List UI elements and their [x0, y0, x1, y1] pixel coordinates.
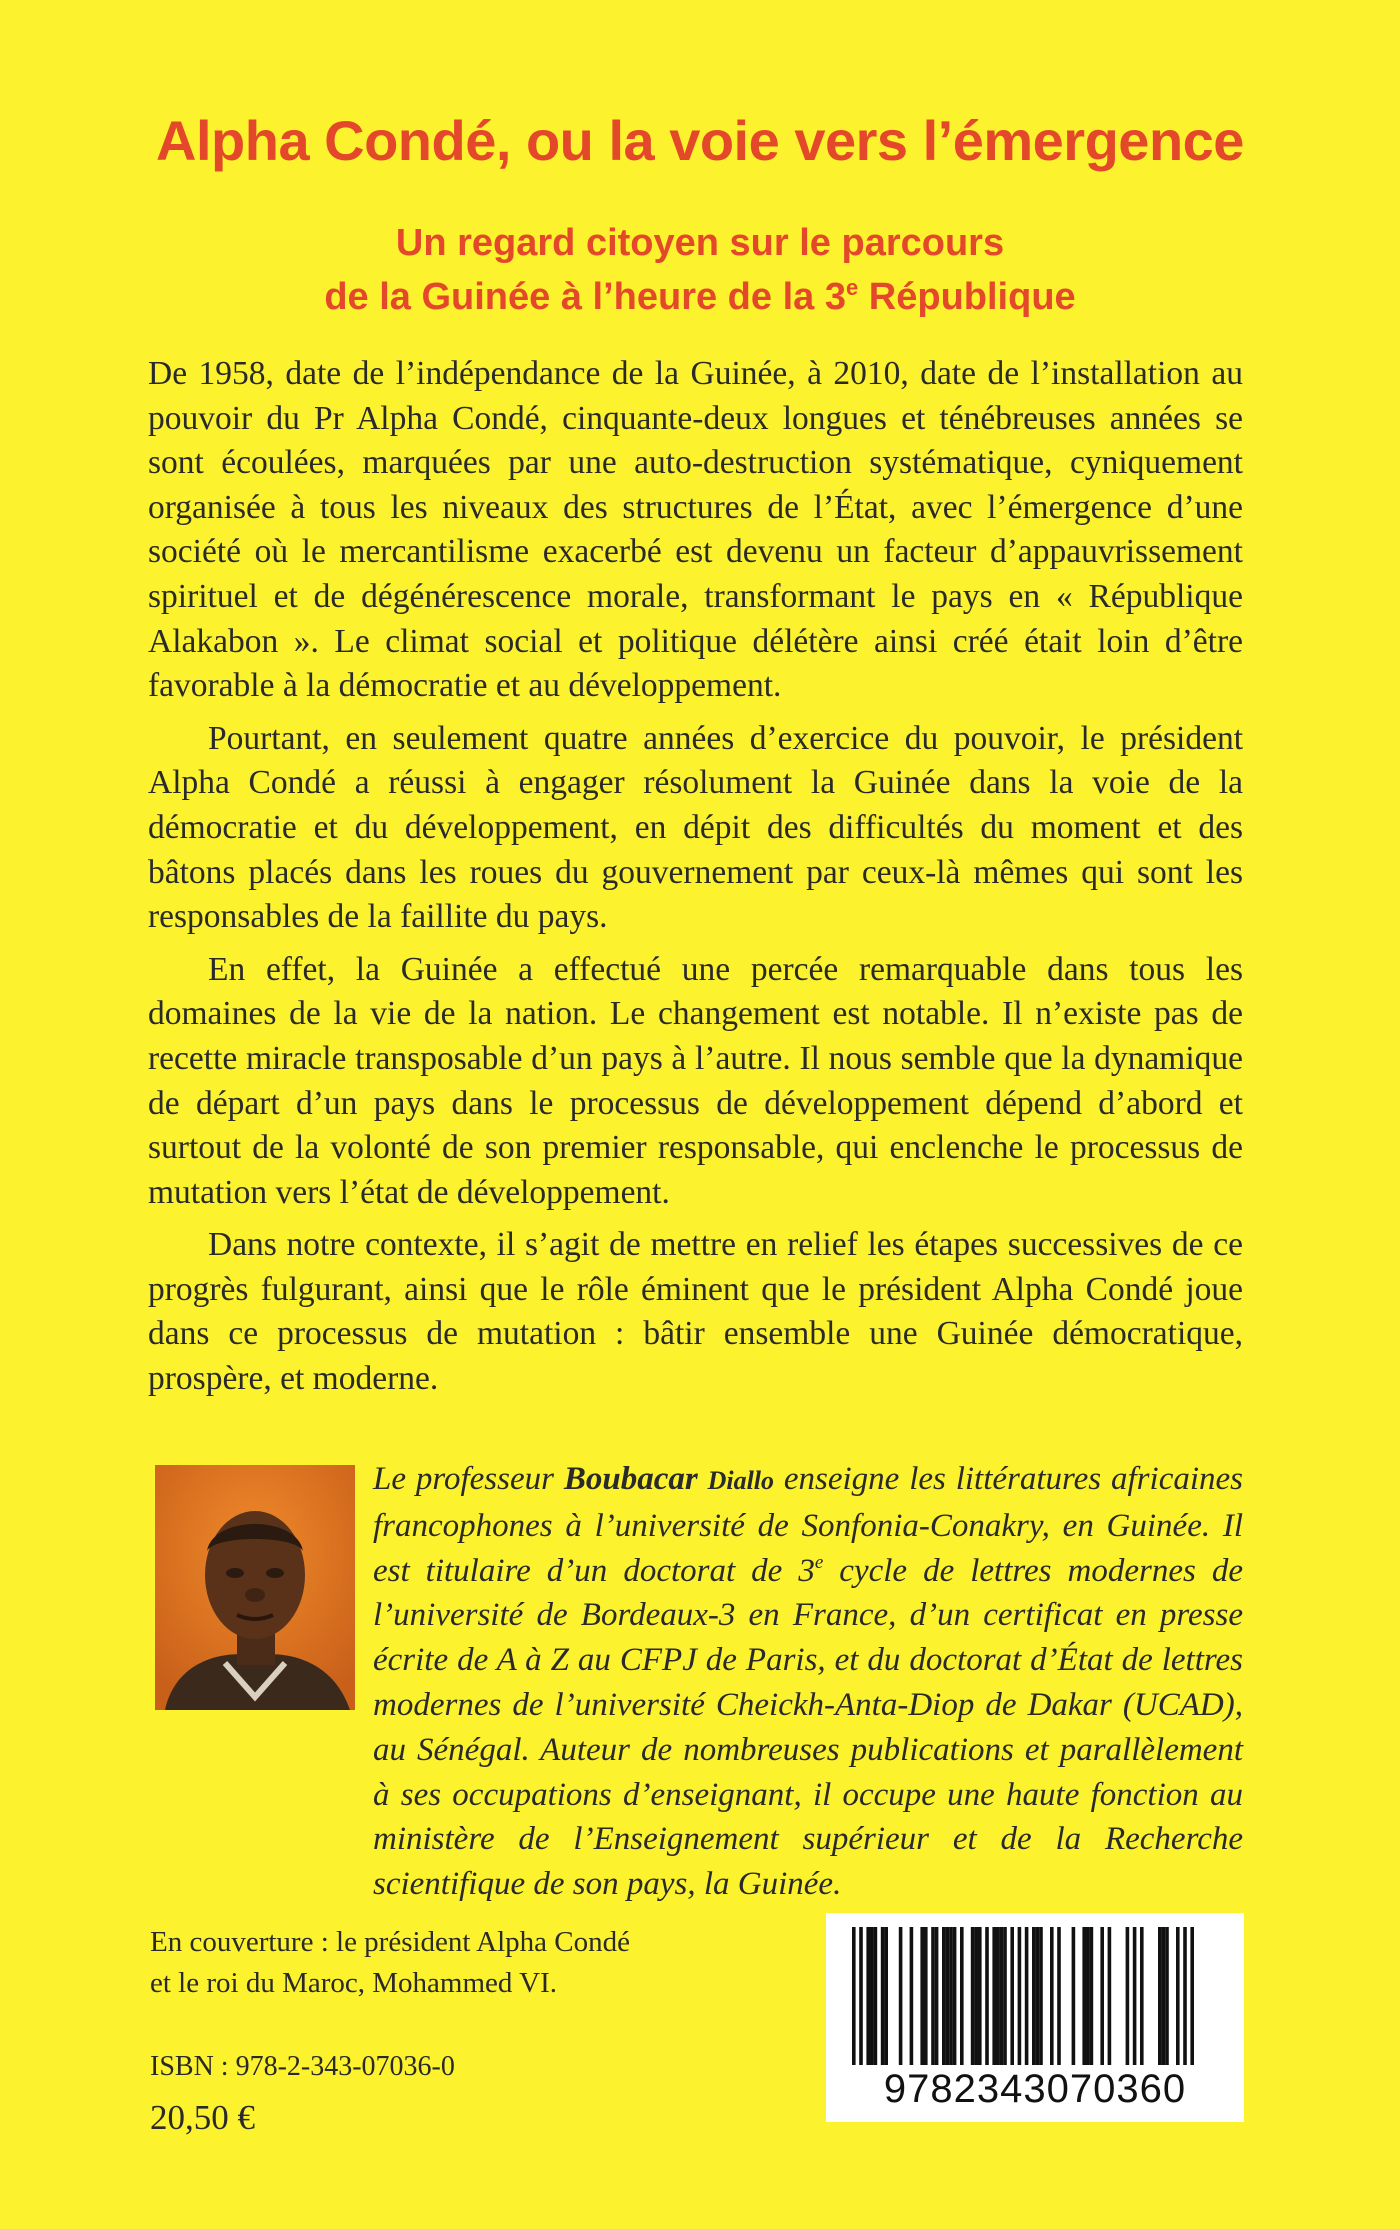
subtitle-superscript: e — [845, 275, 859, 300]
barcode-bar — [1032, 1927, 1036, 2065]
summary-paragraph-3: En effet, la Guinée a effectué une percée remarquable dans tous les domaines de la vie de la nation. Le changement est notable. Il n’existe pas de recette miracle transposable d’un pays à l’autre. Il nous semble que la dynamique de départ d’un pays dans le processus de développement dépend d’abord et surtout de la volonté de son premier responsable, qui enclenche le processus de mutation vers l’état de développement. — [148, 950, 1243, 1211]
barcode-bar — [852, 1927, 856, 2065]
barcode-bar — [1133, 1927, 1137, 2065]
barcode-bar — [1100, 1927, 1104, 2065]
summary-paragraph-1: De 1958, date de l’indépendance de la Guinée, à 2010, date de l’installation au pouvoir du Pr Alpha Condé, cinquante-deux longues et ténébreuses années se sont écoulées, marquées par une auto-destruction systématique, cyniquement organisée à tous les niveaux des structures de l’État, avec l’émergence d’une société où le mercantilisme exacerbé est devenu un facteur d’appauvrissement spirituel et de dégénérescence morale, transformant le pays en « République Alakabon ». Le climat social et politique délétère ainsi créé était loin d’être favorable à la démocratie et au développement. — [148, 355, 1243, 705]
bio-text-part-1: enseigne les littératures africaines francophones à l’université de Sonfonia-Conakry, en Guinée. Il est titulaire d’un doctorat de 3 — [373, 1461, 1243, 1589]
barcode-bar — [881, 1927, 885, 2065]
barcode-bar — [946, 1927, 950, 2065]
subtitle-line-2-end: République — [858, 276, 1076, 318]
cover-credit — [150, 1922, 630, 2004]
barcode-bar — [1082, 1927, 1086, 2065]
book-title: Alpha Condé, ou la voie vers l’émergence — [156, 109, 1244, 172]
summary-paragraph-4: Dans notre contexte, il s’agit de mettre en relief les étapes successives de ce progrès fulgurant, ainsi que le rôle éminent que le président Alpha Condé joue dans ce processus de mutation : bâtir ensemble une Guinée démocratique, prospère, et moderne. — [148, 1226, 1243, 1398]
cover-credit-line-1: En couverture : le président Alpha Condé — [150, 1926, 630, 1958]
author-portrait-graphic — [155, 1465, 355, 1710]
barcode-bar — [866, 1927, 870, 2065]
subtitle-line-2 — [0, 276, 1400, 319]
barcode-bar — [1183, 1927, 1187, 2065]
bio-superscript: e — [814, 1551, 824, 1573]
bio-intro: Le professeur — [373, 1461, 564, 1497]
author-first-name: Boubacar — [563, 1461, 708, 1497]
barcode-bar — [996, 1927, 1000, 2065]
barcode-bar — [920, 1927, 924, 2065]
barcode-bar — [1162, 1927, 1166, 2065]
barcode-bar — [1108, 1927, 1112, 2065]
subtitle-line-1: Un regard citoyen sur le parcours — [395, 222, 1005, 264]
barcode-bar — [1176, 1927, 1180, 2065]
cover-credit-line-2: et le roi du Maroc, Mohammed VI. — [150, 1967, 557, 1999]
barcode-bar — [1140, 1927, 1144, 2065]
isbn: ISBN : 978-2-343-07036-0 — [150, 2051, 455, 2082]
barcode-bar — [859, 1927, 863, 2065]
barcode-bar — [1057, 1927, 1061, 2065]
barcode-bar — [949, 1927, 953, 2065]
barcode-bar — [1050, 1927, 1054, 2065]
barcode-bar — [960, 1927, 964, 2065]
barcode-bar — [1190, 1927, 1194, 2065]
barcode-bar — [1090, 1927, 1094, 2065]
barcode-bar — [1000, 1927, 1004, 2065]
barcode-bar — [1086, 1927, 1090, 2065]
barcode-bar — [992, 1927, 996, 2065]
barcode-bar — [971, 1927, 975, 2065]
barcode-bar — [924, 1927, 928, 2065]
summary-text — [148, 352, 1243, 1410]
barcode-bar — [978, 1927, 982, 2065]
barcode-bar — [1003, 1927, 1007, 2065]
barcode-bar — [1072, 1927, 1076, 2065]
barcode-bar — [1158, 1927, 1162, 2065]
price: 20,50 € — [150, 2098, 255, 2137]
author-last-name: Diallo — [707, 1466, 775, 1495]
author-photo — [155, 1465, 355, 1710]
barcode-bar — [870, 1927, 874, 2065]
barcode-bar — [1126, 1927, 1130, 2065]
summary-paragraph-2: Pourtant, en seulement quatre années d’exercice du pouvoir, le président Alpha Condé a réussi à engager résolument la Guinée dans la voie de la démocratie et du développement, en dépit des difficultés du moment et des bâtons placés dans les roues du gouvernement par ceux-là mêmes qui sont les responsables de la faillite du pays. — [148, 719, 1243, 936]
barcode-bar — [1010, 1927, 1014, 2065]
barcode-bar — [985, 1927, 989, 2065]
barcode-bar — [874, 1927, 878, 2065]
barcode — [826, 1913, 1244, 2122]
barcode-bar — [1039, 1927, 1043, 2065]
barcode-bar — [1025, 1927, 1029, 2065]
barcode-bar — [1018, 1927, 1022, 2065]
barcode-bar — [935, 1927, 939, 2065]
barcode-bar — [974, 1927, 978, 2065]
barcode-bar — [931, 1927, 935, 2065]
barcode-bar — [1165, 1927, 1169, 2065]
subtitle-line-2-start: de la Guinée à l’heure de la 3 — [324, 276, 846, 318]
barcode-bar — [884, 1927, 888, 2065]
author-bio — [373, 1457, 1243, 1907]
barcode-bar — [942, 1927, 946, 2065]
bio-text-part-2: cycle de lettres modernes de l’université de Bordeaux-3 en France, d’un certificat en presse écrite de A à Z au CFPJ de Paris, et du doctorat d’État de lettres modernes de l’université Cheickh-Anta-Diop de Dakar (UCAD), au Sénégal. Auteur de nombreuses publications et parallèlement à ses occupations d’enseignant, il occupe une haute fonction au ministère de l’Enseignement supérieur et de la Recherche scientifique de son pays, la Guinée. — [373, 1552, 1244, 1903]
barcode-digits: 9782343070360 — [883, 2067, 1187, 2111]
barcode-bar — [953, 1927, 957, 2065]
author-name — [564, 1461, 774, 1497]
barcode-bar — [910, 1927, 914, 2065]
barcode-bar — [1036, 1927, 1040, 2065]
barcode-bar — [899, 1927, 903, 2065]
